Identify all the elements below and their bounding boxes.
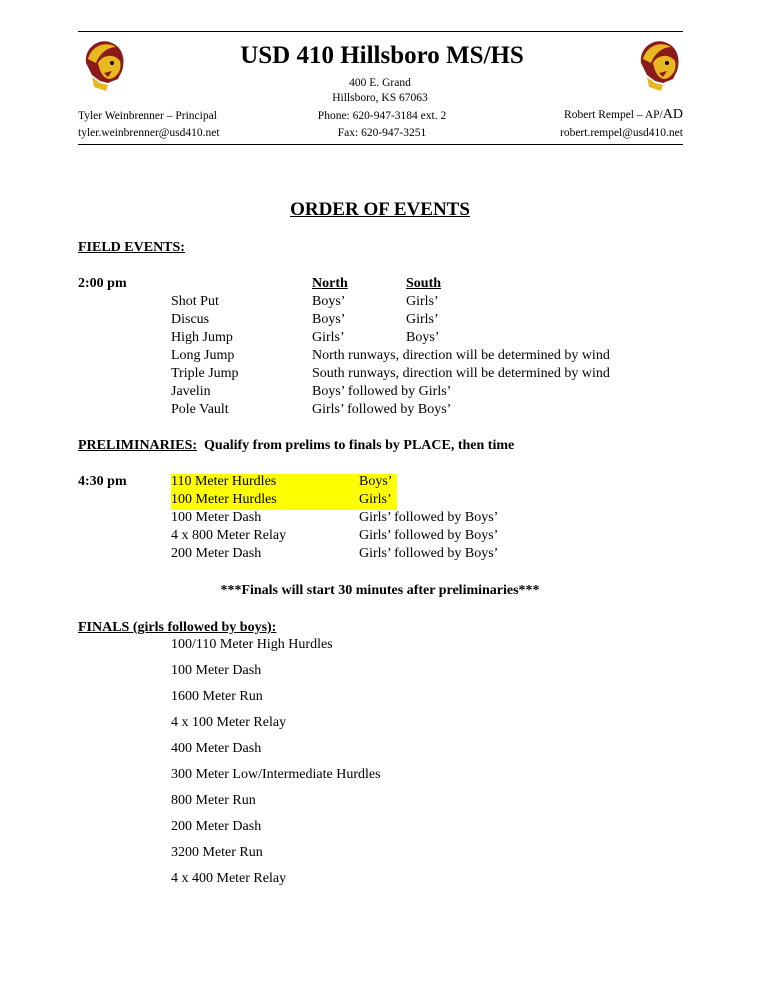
finals-item: 400 Meter Dash: [171, 741, 262, 756]
finals-heading: FINALS (girls followed by boys):: [78, 620, 277, 635]
prelim-event-who: Girls’ followed by Boys’: [359, 528, 499, 543]
header-bottom-rule: [78, 144, 683, 145]
finals-item: 4 x 100 Meter Relay: [171, 715, 287, 730]
finals-item: 100/110 Meter High Hurdles: [171, 637, 333, 652]
field-event-name: Discus: [171, 312, 210, 327]
field-event-south: Girls’: [406, 312, 439, 327]
field-events-heading: FIELD EVENTS:: [78, 240, 185, 255]
field-event-note: North runways, direction will be determined by wind: [312, 348, 610, 363]
prelim-event-who: Girls’ followed by Boys’: [359, 546, 499, 561]
field-event-north: Girls’: [312, 330, 345, 345]
principal-email: tyler.weinbrenner@usd410.net: [78, 127, 220, 139]
prelim-event-who: Girls’: [359, 492, 392, 507]
address-line-2: Hillsboro, KS 67063: [332, 92, 428, 104]
ap-name: Robert Rempel – AP/AD: [564, 107, 683, 122]
field-event-south: Girls’: [406, 294, 439, 309]
finals-item: 3200 Meter Run: [171, 845, 263, 860]
field-events-time: 2:00 pm: [78, 276, 127, 291]
column-north: North: [312, 276, 348, 291]
trojan-helmet-icon: [78, 33, 130, 93]
fax-number: Fax: 620-947-3251: [337, 127, 427, 139]
field-event-name: Long Jump: [171, 348, 235, 363]
prelim-event-who: Boys’: [359, 474, 393, 489]
prelim-event-name: 200 Meter Dash: [171, 546, 262, 561]
preliminaries-heading: PRELIMINARIES:: [78, 438, 198, 453]
phone-number: Phone: 620-947-3184 ext. 2: [317, 110, 447, 122]
prelim-event-name: 100 Meter Dash: [171, 510, 262, 525]
finals-item: 800 Meter Run: [171, 793, 256, 808]
finals-start-note: ***Finals will start 30 minutes after preliminaries***: [220, 583, 540, 598]
prelim-event-highlighted: 100 Meter Hurdles Girls’: [171, 492, 397, 510]
preliminaries-heading-line: [78, 438, 514, 454]
prelim-event-who: Girls’ followed by Boys’: [359, 510, 499, 525]
school-title: USD 410 Hillsboro MS/HS: [240, 42, 524, 69]
trojan-helmet-icon: [633, 33, 685, 93]
finals-item: 4 x 400 Meter Relay: [171, 871, 287, 886]
finals-item: 100 Meter Dash: [171, 663, 262, 678]
field-event-note: South runways, direction will be determined by wind: [312, 366, 610, 381]
field-event-name: Shot Put: [171, 294, 219, 309]
field-event-note: Girls’ followed by Boys’: [312, 402, 452, 417]
column-south: South: [406, 276, 442, 291]
field-event-north: Boys’: [312, 312, 346, 327]
field-event-north: Boys’: [312, 294, 346, 309]
document-title: ORDER OF EVENTS: [290, 199, 470, 220]
field-event-south: Boys’: [406, 330, 440, 345]
prelim-event-highlighted: 110 Meter Hurdles Boys’: [171, 474, 397, 492]
field-event-name: Triple Jump: [171, 366, 239, 381]
prelim-event-name: 4 x 800 Meter Relay: [171, 528, 287, 543]
finals-item: 1600 Meter Run: [171, 689, 263, 704]
field-event-note: Boys’ followed by Girls’: [312, 384, 452, 399]
preliminaries-time: 4:30 pm: [78, 474, 127, 489]
field-event-name: Javelin: [171, 384, 211, 399]
header-top-rule: [78, 31, 683, 32]
address-line-1: 400 E. Grand: [349, 77, 411, 89]
finals-item: 200 Meter Dash: [171, 819, 262, 834]
preliminaries-subheading: Qualify from prelims to finals by PLACE, then time: [204, 438, 515, 453]
field-event-name: Pole Vault: [171, 402, 229, 417]
principal-name: Tyler Weinbrenner – Principal: [78, 110, 217, 122]
ap-email: robert.rempel@usd410.net: [559, 127, 683, 139]
finals-item: 300 Meter Low/Intermediate Hurdles: [171, 767, 381, 782]
field-event-name: High Jump: [171, 330, 233, 345]
